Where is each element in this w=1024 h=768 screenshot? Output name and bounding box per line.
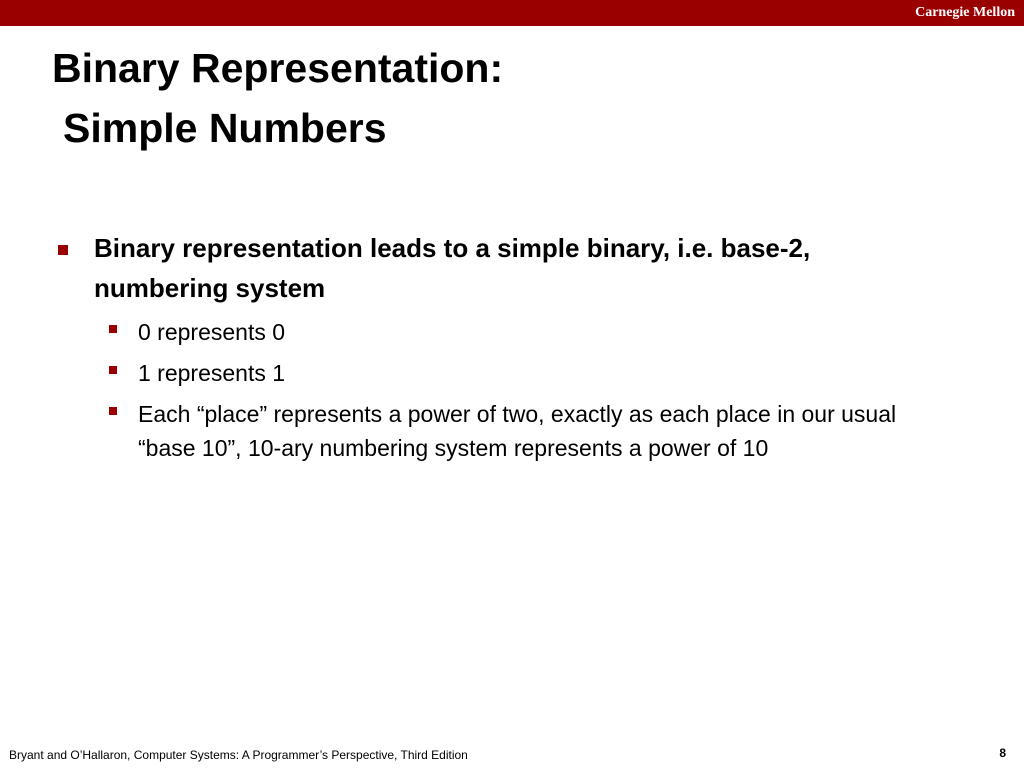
slide-title-line1: Binary Representation: (52, 45, 504, 91)
bullet-item (58, 228, 944, 308)
square-bullet-icon (109, 325, 117, 333)
sub-bullet-text: 1 represents 1 (138, 360, 286, 386)
sub-bullet-list (58, 315, 958, 465)
sub-bullet-item (58, 315, 908, 349)
page-number: 8 (999, 746, 1006, 760)
sub-bullet-text: Each “place” represents a power of two, exactly as each place in our usual “base 10”, 10-ary numbering system represents a power of 10 (138, 401, 897, 461)
sub-bullet-item (58, 356, 908, 390)
bullet-text: Binary representation leads to a simple binary, i.e. base-2, numbering system (94, 233, 811, 303)
slide-title-line2: Simple Numbers (63, 105, 387, 151)
slide-content (58, 228, 958, 465)
slide-title (52, 38, 503, 158)
sub-bullet-item (58, 397, 908, 465)
brand-label: Carnegie Mellon (915, 5, 1015, 20)
square-bullet-icon (109, 407, 117, 415)
footer-citation: Bryant and O’Hallaron, Computer Systems: A Programmer’s Perspective, Third Edition (9, 748, 468, 762)
sub-bullet-text: 0 represents 0 (138, 319, 286, 345)
square-bullet-icon (58, 245, 68, 255)
header-bar (0, 0, 1024, 26)
square-bullet-icon (109, 366, 117, 374)
